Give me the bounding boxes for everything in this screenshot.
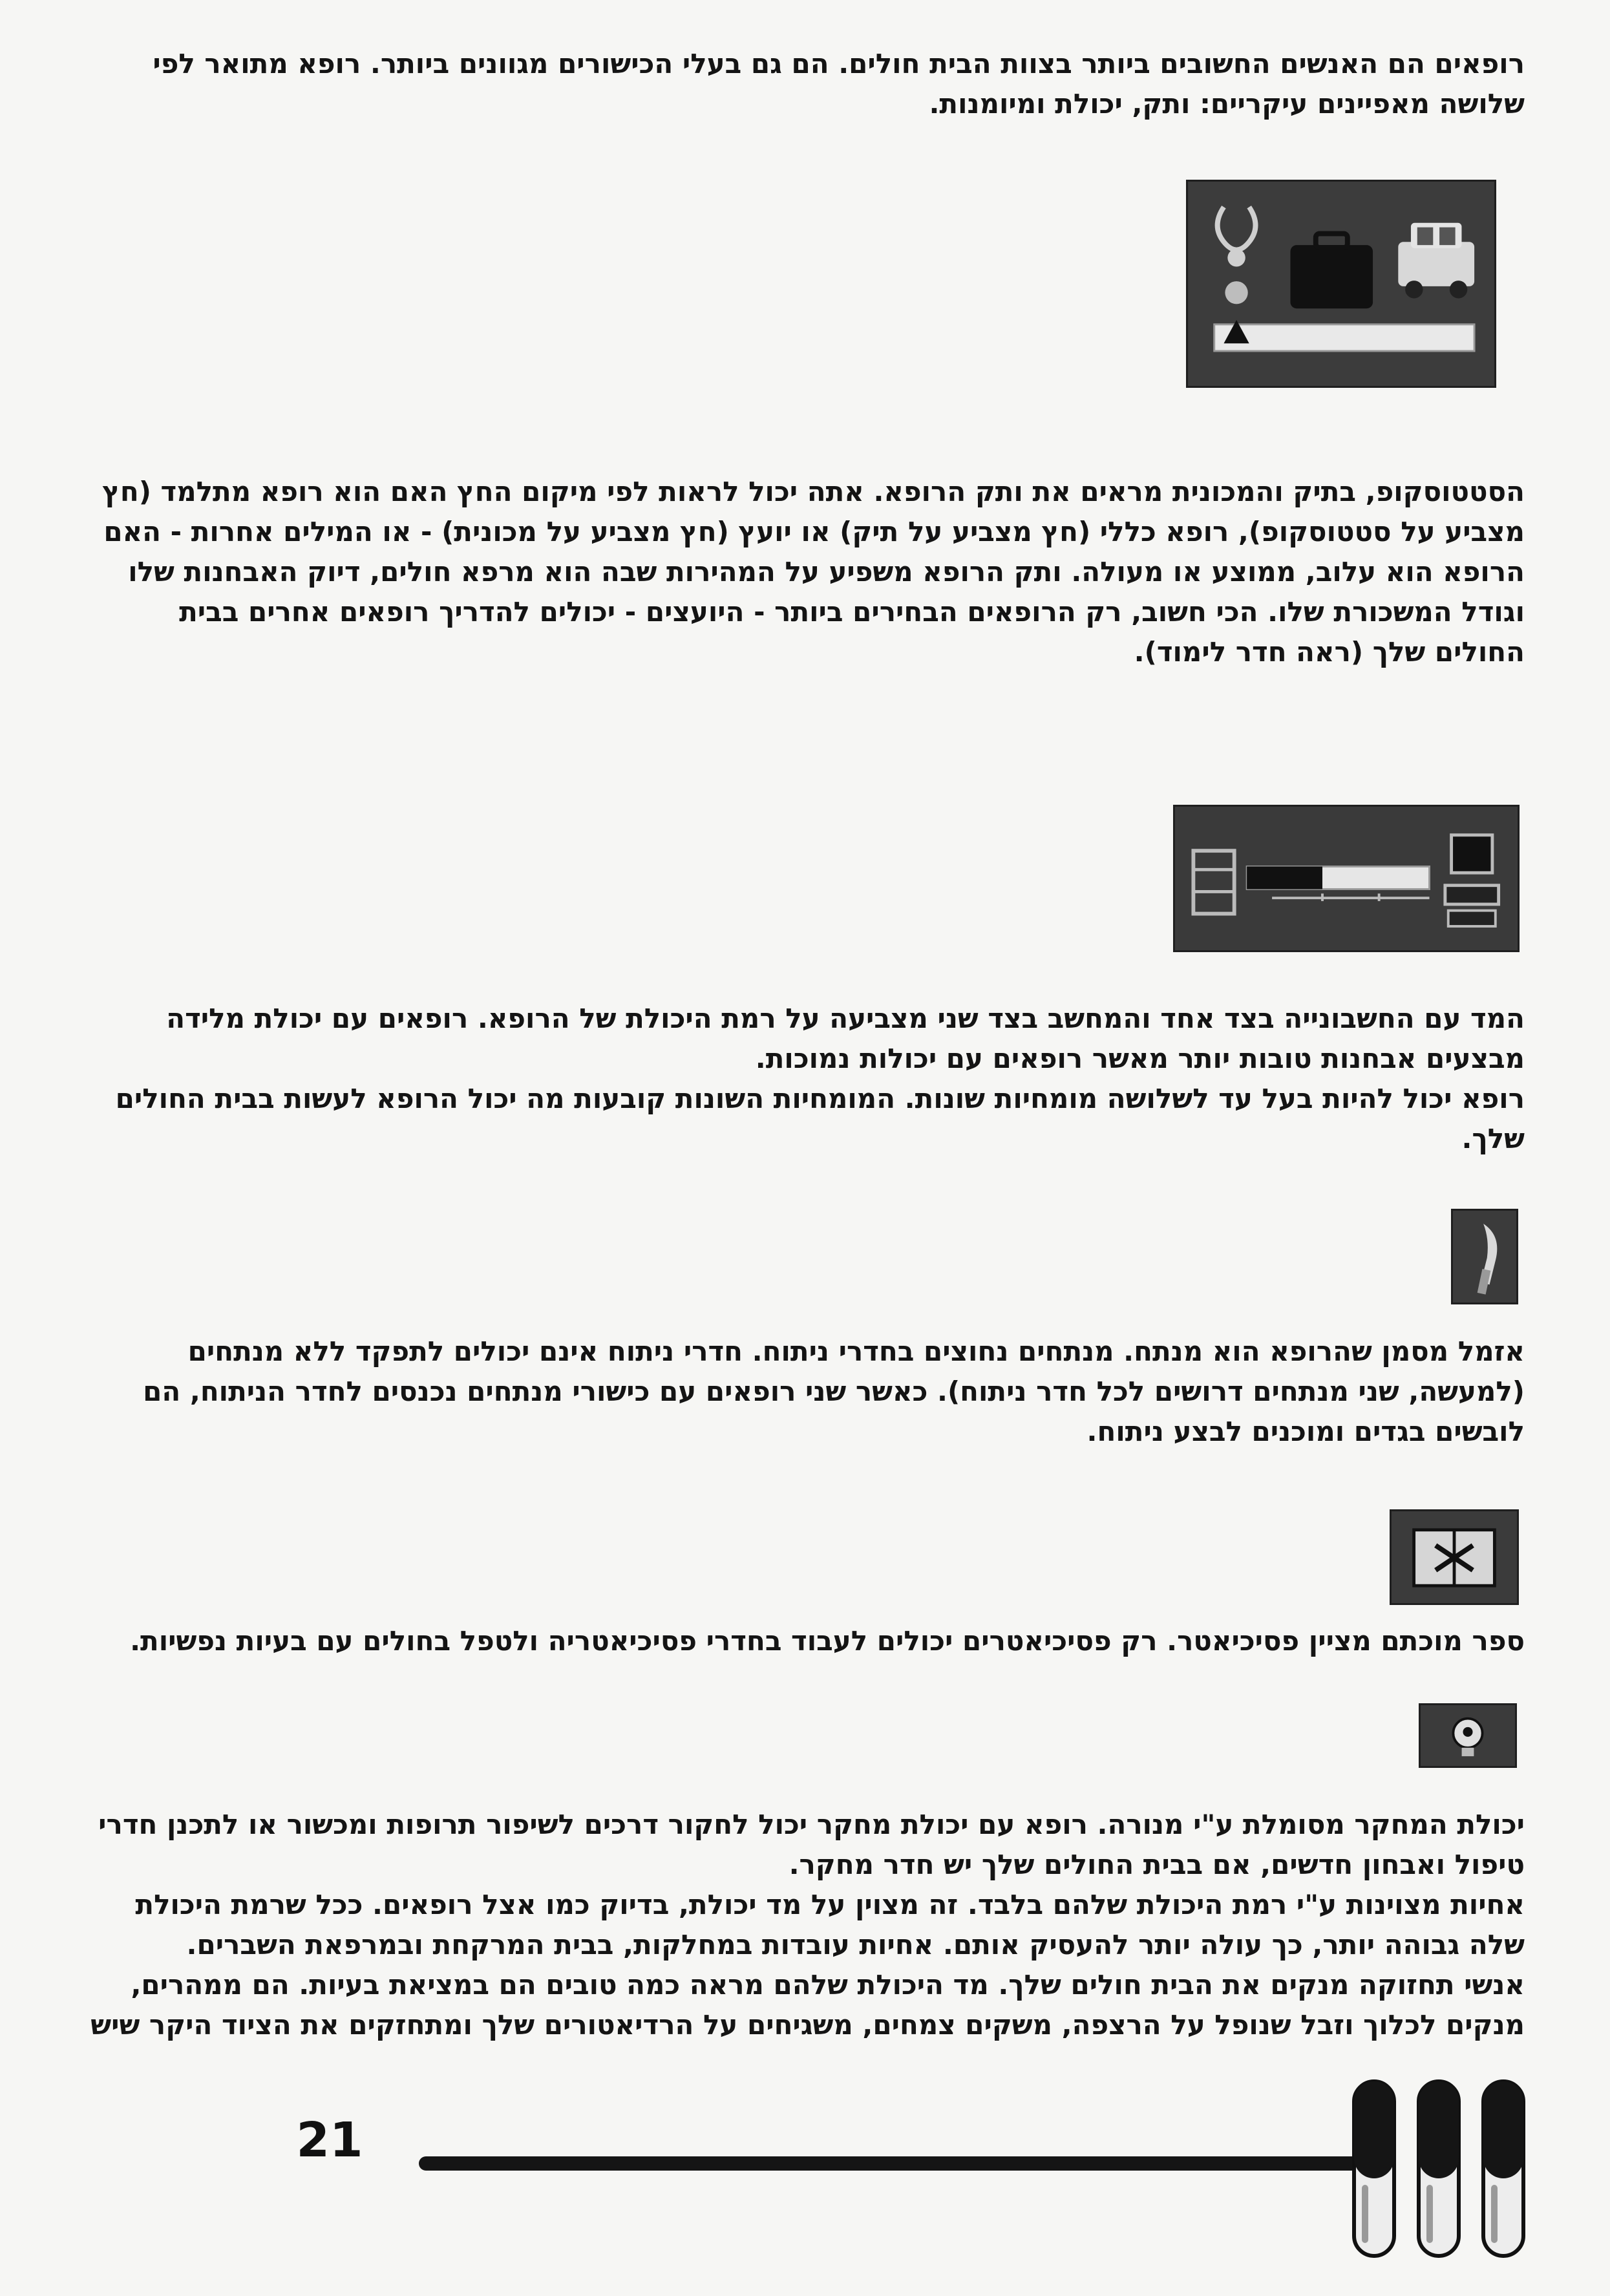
scalpel-icon — [1451, 1209, 1518, 1304]
text-line: רופאים הם האנשים החשובים ביותר בצוות הבית חולים. הם גם בעלי הכישורים מגוונים ביותר. רופא מתואר לפי — [153, 48, 1525, 80]
text-line: שלך. — [1461, 1123, 1525, 1154]
paragraph-seniority — [61, 472, 1525, 672]
text-line: מנקים לכלוך וזבל שנופל על הרצפה, משקים צמחים, משגיחים על הרדיאטורים שלך ומתחזקים את הציוד היקר שיש — [90, 2009, 1525, 2041]
paragraph-psychiatrist — [61, 1621, 1525, 1661]
text-line: וגודל המשכורת שלו. הכי חשוב, רק הרופאים הבחירים ביותר - היועצים - יכולים להדריך רופאים אחרים בבית — [179, 596, 1525, 628]
text-line: רופא יכול להיות בעל עד לשלושה מומחיות שונות. המומחיות השונות קובעות מה יכול הרופא לעשות בבית החולים — [115, 1083, 1525, 1114]
seniority-meter-icon — [1186, 180, 1496, 388]
pills-icon — [1348, 2075, 1535, 2269]
paragraph-doctors-intro — [61, 44, 1525, 124]
footer-rule — [419, 2156, 1362, 2171]
text-line: אזמל מסמן שהרופא הוא מנתח. מנתחים נחוצים בחדרי ניתוח. חדרי ניתוח אינם יכולים לתפקד ללא מנתחים — [187, 1335, 1525, 1367]
paragraph-surgeon — [61, 1332, 1525, 1452]
stained-book-icon — [1390, 1509, 1519, 1605]
text-line: שלושה מאפיינים עיקריים: ותק, יכולת ומיומנות. — [929, 88, 1525, 120]
ability-meter-icon — [1173, 805, 1520, 952]
text-line: טיפול ואבחון חדשים, אם בבית החולים שלך יש חדר מחקר. — [789, 1849, 1525, 1880]
text-line: שלה גבוהה יותר, כך עולה יותר להעסיק אותם. אחיות עובדות במחלקות, בבית המרקחת ובמרפאת השברים. — [186, 1929, 1525, 1961]
text-line: (למעשה, שני מנתחים דרושים לכל חדר ניתוח). כאשר שני רופאים עם כישורי מנתחים נכנסים לחדר הניתוח, הם — [143, 1376, 1525, 1407]
text-line: החולים שלך (ראה חדר לימוד). — [1134, 636, 1525, 668]
text-line: אנשי תחזוקה מנקים את הבית חולים שלך. מד היכולת שלהם מראה כמה טובים הם במציאת בעיות. הם ממהרים, — [131, 1969, 1525, 2001]
text-line: המד עם החשבונייה בצד אחד והמחשב בצד שני מצביעה על רמת היכולת של הרופא. רופאים עם יכולת מלידה — [166, 1003, 1525, 1034]
text-line: אחיות מצוינות ע"י רמת היכולת שלהם בלבד. זה מצוין על מד יכולת, בדיוק כמו אצל רופאים. ככל שרמת היכולת — [135, 1889, 1525, 1920]
paragraph-research — [61, 1805, 1525, 2045]
page-number: 21 — [296, 2112, 363, 2168]
paragraph-ability — [61, 999, 1525, 1159]
text-line: לובשים בגדים ומוכנים לבצע ניתוח. — [1086, 1416, 1525, 1447]
text-line: יכולת המחקר מסומלת ע"י מנורה. רופא עם יכולת מחקר יכול לחקור דרכים לשיפור תרופות ומכשור או לתכנן חדרי — [98, 1809, 1525, 1840]
text-line: הרופא הוא עלוב, ממוצע או מעולה. ותק הרופא משפיע על המהירות שבה הוא מרפא חולים, דיוק האבחנות שלו — [128, 556, 1525, 588]
text-line: ספר מוכתם מציין פסיכיאטר. רק פסיכיאטרים יכולים לעבוד בחדרי פסיכיאטריה ולטפל בחולים עם בעיות נפשיות. — [130, 1625, 1525, 1657]
lamp-icon — [1419, 1703, 1517, 1768]
text-line: מצביע על סטטוסקופ), רופא כללי (חץ מצביע על תיק) או יועץ (חץ מצביע על מכונית) - או המילים אחרות - האם — [103, 516, 1525, 547]
text-line: הסטטוסקופ, בתיק והמכונית מראים את ותק הרופא. אתה יכול לראות לפי מיקום החץ האם הוא רופא מתלמד (חץ — [102, 476, 1525, 507]
text-line: מבצעים אבחנות טובות יותר מאשר רופאים עם יכולות נמוכות. — [755, 1043, 1525, 1074]
